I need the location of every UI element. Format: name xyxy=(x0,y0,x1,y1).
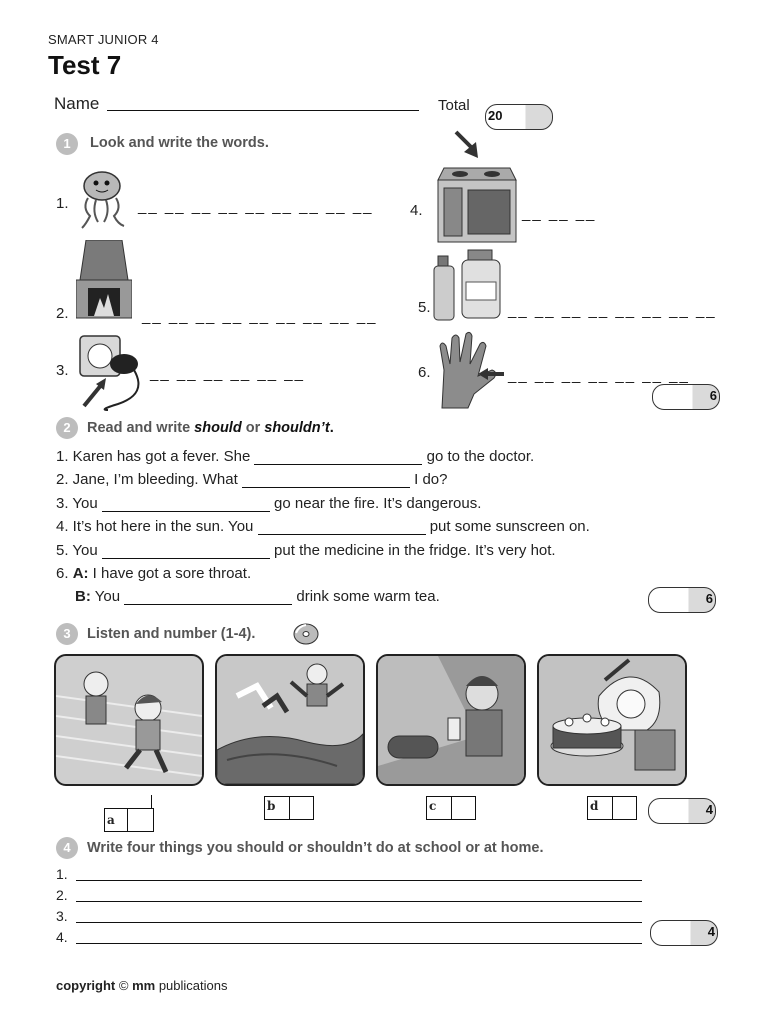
picture-c xyxy=(376,654,526,786)
total-label: Total xyxy=(438,97,470,114)
jellyfish-icon xyxy=(74,168,134,230)
answer-line[interactable] xyxy=(242,473,410,488)
name-field-line[interactable] xyxy=(107,110,419,111)
section2-score-box[interactable] xyxy=(648,587,716,613)
section3-instruction: Listen and number (1-4). xyxy=(87,626,256,642)
section-number: 3 xyxy=(56,623,78,645)
answer-box-b[interactable]: b xyxy=(264,796,314,820)
sentence-2: 2. Jane, I’m bleeding. What I do? xyxy=(56,471,448,488)
line-number: 3. xyxy=(56,908,68,924)
rubber-glove-icon xyxy=(434,330,508,410)
total-score-value: 20 xyxy=(488,108,503,123)
answer-blanks[interactable]: __ __ __ __ __ __ __ __ xyxy=(508,302,717,319)
item-number: 4. xyxy=(410,202,423,219)
answer-box-a[interactable]: a xyxy=(104,808,154,832)
sentence-6b: B: You drink some warm tea. xyxy=(75,588,440,605)
girl-knife-cake-icon xyxy=(539,656,685,784)
section4-score-box[interactable] xyxy=(650,920,718,946)
writing-line[interactable] xyxy=(76,922,642,923)
section3-score-box[interactable] xyxy=(648,798,716,824)
name-label: Name xyxy=(54,94,100,113)
series-title: SMART JUNIOR 4 xyxy=(48,32,159,47)
section1-score: 6 xyxy=(709,388,717,403)
sentence-6a: 6. A: I have got a sore throat. xyxy=(56,565,252,582)
line-number: 2. xyxy=(56,887,68,903)
answer-line[interactable] xyxy=(258,520,426,535)
line-number: 4. xyxy=(56,929,68,945)
answer-line[interactable] xyxy=(102,497,270,512)
boy-opening-medicine-icon xyxy=(378,656,524,784)
section3-score: 4 xyxy=(705,802,713,817)
section4-instruction: Write four things you should or shouldn’t do at school or at home. xyxy=(87,840,544,856)
item-number: 1. xyxy=(56,195,69,212)
sentence-4: 4. It’s hot here in the sun. You put some sunscreen on. xyxy=(56,518,590,535)
answer-box-d[interactable]: d xyxy=(587,796,637,820)
medicine-bottles-icon xyxy=(432,248,504,322)
sentence-5: 5. You put the medicine in the fridge. It’s very hot. xyxy=(56,542,556,559)
section1-instruction: Look and write the words. xyxy=(90,135,269,151)
section2-score: 6 xyxy=(705,591,713,606)
boy-jumping-bed-icon xyxy=(217,656,363,784)
oven-icon xyxy=(436,164,518,244)
section-number: 1 xyxy=(56,133,78,155)
arrow-icon xyxy=(450,128,484,160)
line-number: 1. xyxy=(56,866,68,882)
boys-running-stairs-icon xyxy=(56,656,202,784)
section4-score: 4 xyxy=(707,924,715,939)
answer-blanks[interactable]: __ __ __ __ __ __ __ xyxy=(508,367,690,384)
answer-blanks[interactable]: __ __ __ __ __ __ __ __ __ xyxy=(138,198,374,215)
answer-line[interactable] xyxy=(124,590,292,605)
answer-line[interactable] xyxy=(254,450,422,465)
answer-blanks[interactable]: __ __ __ __ __ __ __ __ __ xyxy=(142,308,378,325)
box-tick xyxy=(151,795,152,809)
sentence-3: 3. You go near the fire. It’s dangerous. xyxy=(56,495,482,512)
section2-instruction: Read and write should or shouldn’t. xyxy=(87,420,334,436)
item-number: 6. xyxy=(418,364,431,381)
section-number: 4 xyxy=(56,837,78,859)
picture-a xyxy=(54,654,204,786)
answer-line[interactable] xyxy=(102,544,270,559)
copyright-footer: copyright © mm publications xyxy=(56,978,228,993)
answer-box-c[interactable]: c xyxy=(426,796,476,820)
item-number: 2. xyxy=(56,305,69,322)
writing-line[interactable] xyxy=(76,943,642,944)
plug-socket-icon xyxy=(78,334,150,412)
section1-score-box[interactable] xyxy=(652,384,720,410)
fireplace-icon xyxy=(76,240,132,320)
total-score-box[interactable] xyxy=(485,104,553,130)
picture-b xyxy=(215,654,365,786)
writing-line[interactable] xyxy=(76,901,642,902)
answer-blanks[interactable]: __ __ __ __ __ __ xyxy=(150,365,305,382)
item-number: 3. xyxy=(56,362,69,379)
picture-d xyxy=(537,654,687,786)
sentence-1: 1. Karen has got a fever. She go to the doctor. xyxy=(56,448,535,465)
test-title: Test 7 xyxy=(48,50,122,80)
answer-blanks[interactable]: __ __ __ xyxy=(522,205,597,222)
section-number: 2 xyxy=(56,417,78,439)
cd-icon xyxy=(291,621,319,647)
writing-line[interactable] xyxy=(76,880,642,881)
item-number: 5. xyxy=(418,299,431,316)
